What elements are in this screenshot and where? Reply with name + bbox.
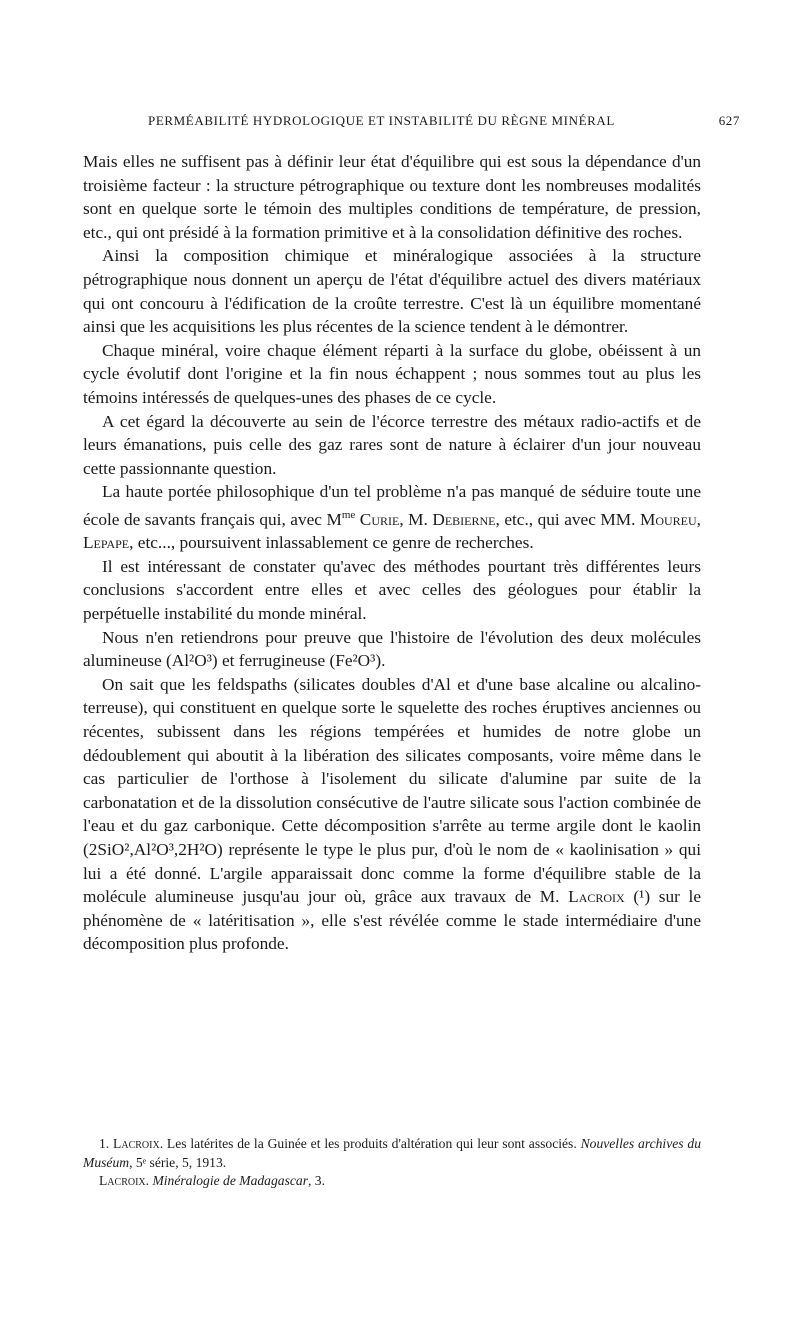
p5-text-d: ,	[696, 509, 701, 529]
paragraph-3: Chaque minéral, voire chaque élément réparti à la surface du globe, obéissent à un cycle évolutif dont l'origine et la fin nous échappent ; nous sommes tout au plus les témoins intéressés de quelques-unes des phases de ce cycle.	[83, 340, 701, 407]
footnote-1-author: Lacroix	[113, 1136, 160, 1151]
name-lacroix: Lacroix	[568, 887, 625, 907]
p5-text-e: , etc..., poursuivent inlassablement ce genre de recherches.	[129, 533, 534, 553]
name-debierne: Debierne	[432, 509, 496, 529]
footnotes	[83, 1135, 701, 1191]
footnote-2-text-a: .	[145, 1173, 153, 1188]
paragraph-2: Ainsi la composition chimique et minéralogique associées à la structure pétrographique nous donnent un aperçu de l'état d'équilibre actuel des divers matériaux qui ont concouru à l'édification de la croûte terrestre. C'est là un équilibre momentané ainsi que les acquisitions les plus récentes de la science tendent à le démontrer.	[83, 246, 701, 337]
paragraph-1: Mais elles ne suffisent pas à définir leur état d'équilibre qui est sous la dépendance d'un troisième facteur : la structure pétrographique ou texture dont les nombreuses modalités sont en quelque sorte le témoin des multiples conditions de température, de pression, etc., qui ont présidé à la formation primitive et à la consolidation définitive des roches.	[83, 152, 701, 242]
paragraph-7: Nous n'en retiendrons pour preuve que l'histoire de l'évolution des deux molécules alumineuse (Al²O³) et ferrugineuse (Fe²O³).	[83, 627, 701, 671]
paragraph-4: A cet égard la découverte au sein de l'écorce terrestre des métaux radio-actifs et de leurs émanations, puis celle des gaz rares sont de nature à éclairer d'un jour nouveau cette passionnante question.	[83, 411, 701, 478]
footnote-2-author: Lacroix	[99, 1173, 146, 1188]
page-number: 627	[718, 113, 740, 128]
p5-superscript: me	[341, 508, 356, 521]
body-text	[83, 150, 701, 956]
footnote-1-text-b: , 5ᵉ série, 5, 1913.	[129, 1154, 227, 1170]
p5-text-a: La haute portée philosophique d'un tel problème n'a pas manqué de séduire toute une école de savants français qui, avec M	[83, 482, 701, 529]
running-header	[148, 113, 740, 129]
footnote-1-journal: Nouvelles archives du Muséum	[83, 1136, 702, 1170]
paragraph-6: Il est intéressant de constater qu'avec des méthodes pourtant très différentes leurs conclusions s'accordent entre elles et avec celles des géologues pour établir la perpétuelle instabilité du monde minéral.	[83, 556, 701, 624]
footnote-1-number: 1.	[99, 1136, 114, 1151]
running-title: PERMÉABILITÉ HYDROLOGIQUE ET INSTABILITÉ DU RÈGNE MINÉRAL	[148, 113, 615, 128]
paragraph-5	[83, 480, 701, 555]
p8-text-a: On sait que les feldspaths (silicates doubles d'Al et d'une base alcaline ou alcalino-terreuse), qui constituent en quelque sorte le squelette des roches éruptives anciennes ou récentes, subissent dans les régions tempérées et humides de notre globe un dédoublement qui aboutit à la libération des silicates composants, voire même dans le cas particulier de l'orthose à l'isolement du silicate d'alumine par suite de la carbonatation et de la dissolution consécutive de l'autre silicate sous l'action combinée de l'eau et du gaz carbonique. Cette décomposition s'arrête au terme argile dont le kaolin (2SiO²,Al²O³,2H²O) représente le type le plus pur, d'où le nom de « kaolinisation » qui lui a été donné. L'argile apparaissait donc comme la forme d'équilibre stable de la molécule alumineuse jusqu'au jour où, grâce aux travaux de M.	[83, 674, 701, 907]
name-lepape: Lepape	[83, 533, 130, 553]
footnote-1	[83, 1135, 701, 1172]
footnote-2-text-b: , 3.	[307, 1173, 325, 1188]
footnote-2-title: Minéralogie de Madagascar	[152, 1173, 308, 1188]
footnote-1-text-a: . Les latérites de la Guinée et les produits d'altération qui leur sont associés.	[159, 1136, 581, 1151]
footnote-2	[83, 1172, 701, 1191]
p5-text-c: , etc., qui avec MM.	[495, 509, 640, 529]
name-moureu: Moureu	[639, 509, 697, 529]
name-curie: Curie	[359, 509, 400, 529]
p5-text-b: , M.	[399, 509, 433, 529]
p8-text-b: (¹) sur le phénomène de « latéritisation », elle s'est révélée comme le stade intermédiaire d'une décomposition plus profonde.	[83, 887, 701, 954]
paragraph-8	[83, 673, 701, 956]
